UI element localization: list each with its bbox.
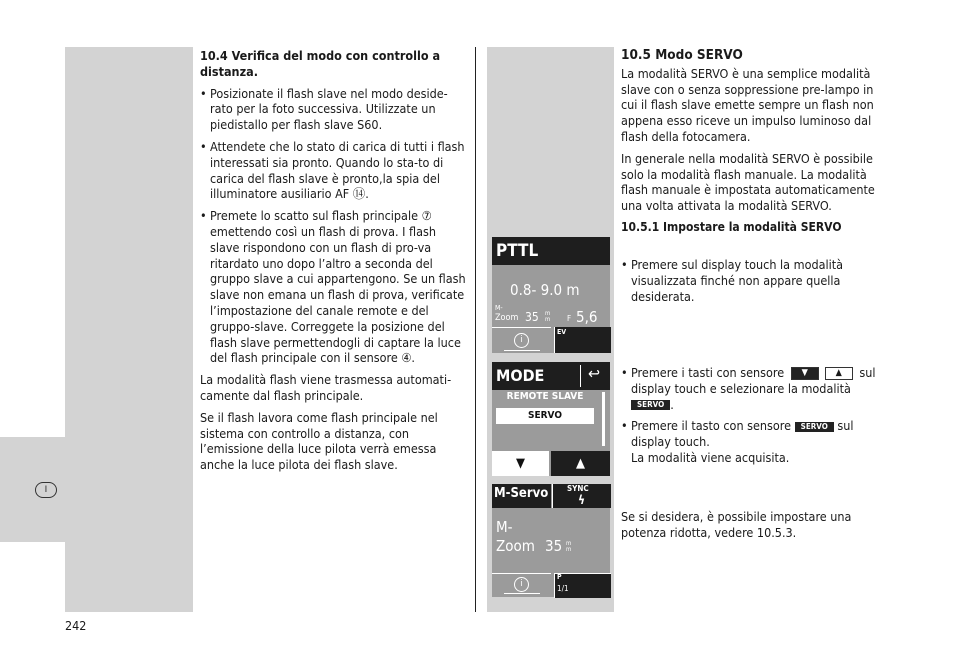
zoom-unit: m m [545,310,551,323]
step-2 [621,365,887,472]
paragraph: Se il flash lavora come flash principale nel sistema con controllo a distanza, con l’emissione della luce pilota verrà emessa anche la luce pilota dei flash slave. [200,409,438,473]
section-heading-10-4: 10.4 Verifica del modo con controllo a distanza. [200,48,441,79]
mode-label: M-Servo [494,486,549,501]
language-marker: I [35,482,57,498]
down-arrow-icon: ▼ [791,367,819,380]
down-button[interactable]: ▼ [492,451,549,476]
right-column-top [621,48,887,242]
ev-label: EV [557,328,567,336]
final-note [621,509,887,547]
menu-item-servo[interactable]: SERVO [496,408,594,424]
servo-tag: SERVO [795,422,834,432]
paragraph: La modalità flash viene trasmessa automati-camente dal flash principale. [200,372,452,403]
f-value: 5,6 [576,308,598,326]
f-label: F [567,314,572,323]
up-button[interactable]: ▲ [551,451,610,476]
sync-icon: ϟ [578,493,586,507]
servo-tag: SERVO [631,400,670,410]
info-icon[interactable]: i [514,333,529,348]
display-screen-m-servo [492,484,610,597]
scrollbar[interactable] [602,392,605,446]
p-label: P [557,573,562,581]
left-column [200,48,466,479]
paragraph: La modalità SERVO è una semplice modalità slave con o senza soppressione pre-lampo in cui il flash slave emette sempre un flash non appena esso riceve un impulso luminoso dal flash della fotocamera. [621,65,874,144]
step-1 [621,257,887,310]
display-screen-pttl [492,237,610,353]
column-divider [475,47,476,612]
left-grey-strip [65,47,193,612]
section-heading-10-5: 10.5 Modo SERVO [621,47,743,63]
paragraph: In generale nella modalità SERVO è possibile solo la modalità flash manuale. La modalità flash manuale è impostata automaticamente una volta attivata la modalità SERVO. [621,150,875,214]
mode-header: PTTL [492,237,610,265]
menu-item-remote-slave[interactable]: REMOTE SLAVE [506,391,584,402]
zoom-unit: m m [566,540,572,553]
page-number: 242 [65,618,87,633]
zoom-value: 35 [525,310,539,324]
list-item: • Premere il tasto con sensore SERVO sul display touch. La modalità viene acquisita. [621,418,887,465]
paragraph: Se si desidera, è possibile impostare una potenza ridotta, vedere 10.5.3. [621,509,852,540]
m-label: M- [495,304,503,312]
list-item: • Attendete che lo stato di carica di tutti i flash interessati sia pronto. Quando lo sta-to di carica del flash slave è pronto,la spia del illuminatore ausiliario AF ⑭. [200,139,466,202]
zoom-label: Zoom [495,313,519,323]
subheading-10-5-1: 10.5.1 Impostare la modalità SERVO [621,219,842,234]
list-item: • Premete lo scatto sul flash principale ⑦ emettendo così un flash di prova. I flash slave rispondono con un flash di pro-va ritardato uno dopo l’altro a seconda del gruppo slave a cui appartengono. Se un flash slave non emana un flash di prova, verificate l’impostazione del canale remote e del gruppo-slave. Correggete la posizione del flash slave permettendogli di captare la luce del flash principale con il sensore ④. [200,208,466,366]
list-item: • Premere sul display touch la modalità visualizzata finché non appare quella desiderata. [621,257,887,304]
info-icon[interactable]: i [514,577,529,592]
header-separator [580,365,581,387]
sync-label: SYNC [567,484,589,493]
list-item: • Posizionate il flash slave nel modo deside-rato per la foto successiva. Utilizzate un piedistallo per flash slave S60. [200,86,466,133]
zoom-value: 35 [545,537,563,555]
zoom-label: Zoom [496,537,535,555]
display-screen-mode [492,362,610,476]
mode-title: MODE [496,366,545,385]
back-icon[interactable]: ↩ [588,364,601,383]
m-label: M- [496,518,513,536]
info-underline [504,593,540,594]
list-item: • Premere i tasti con sensore ▼ ▲ sul display touch e selezionare la modalità SERVO . [621,365,887,412]
range-value: 0.8- 9.0 m [510,281,580,299]
power-value: 1/1 [557,584,569,593]
up-arrow-icon: ▲ [825,367,853,380]
info-underline [504,350,540,351]
